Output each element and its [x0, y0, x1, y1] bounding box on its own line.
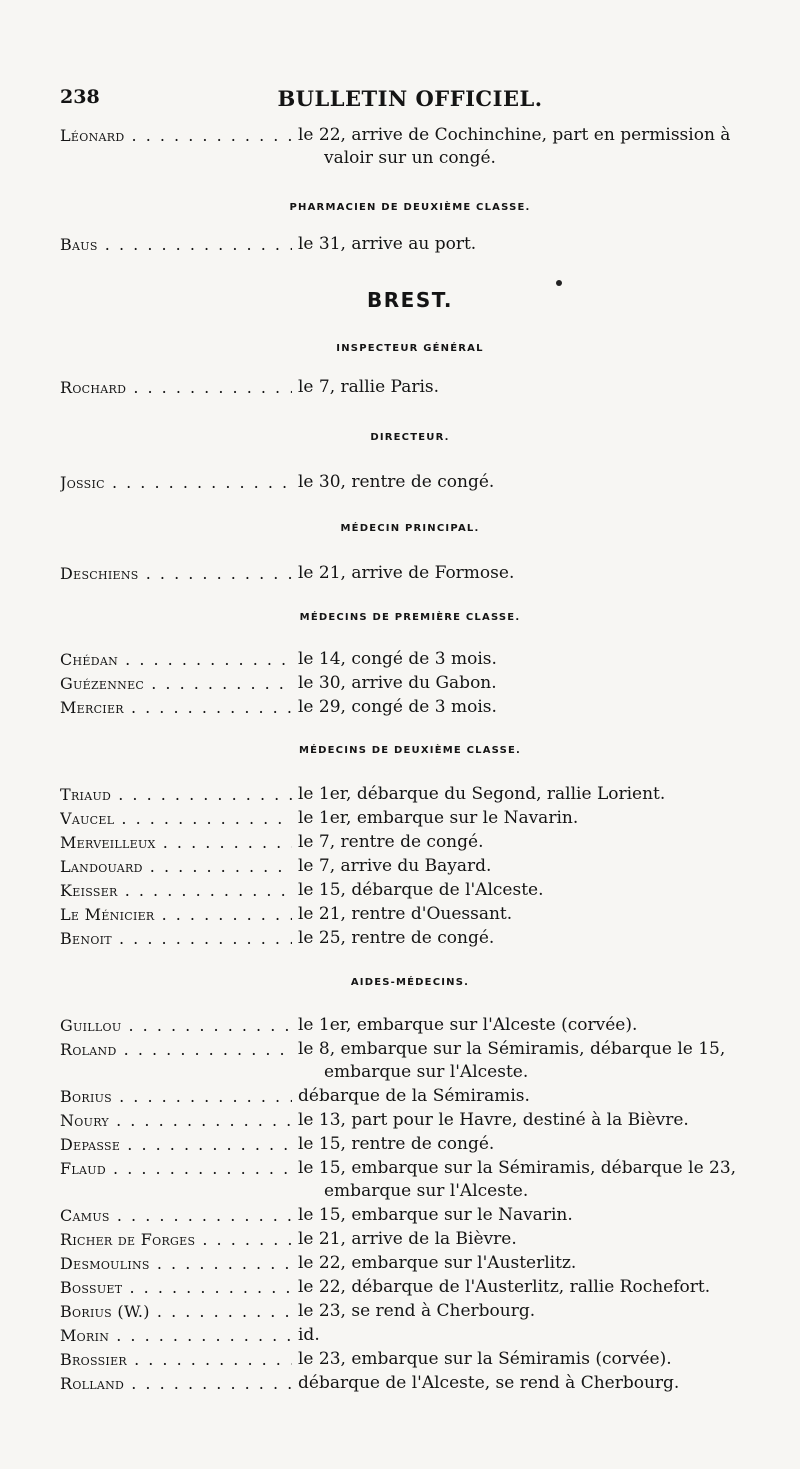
entry-description: le 15, embarque sur la Sémiramis, débarque le 23, embarque sur l'Alceste. — [298, 1158, 737, 1201]
entry-name: Morin . . . — [60, 1324, 292, 1347]
entry-name: Guézennec . . . — [60, 672, 292, 695]
entry-name: Triaud . . . — [60, 783, 292, 806]
entry-name: Jossic . . . — [60, 471, 292, 494]
entry-name: Léonard . . . — [60, 124, 292, 147]
entry-description: id. — [298, 1325, 320, 1345]
entry-description: le 22, arrive de Cochinchine, part en permission à valoir sur un congé. — [298, 125, 731, 168]
entry-description: le 22, débarque de l'Austerlitz, rallie Rochefort. — [298, 1277, 711, 1297]
section-heading: AIDES-MÉDECINS. — [350, 977, 470, 988]
entry-description: le 15, embarque sur le Navarin. — [298, 1205, 573, 1225]
entry-description: le 30, rentre de congé. — [298, 472, 495, 492]
ornament-dot — [556, 280, 562, 286]
entry-name: Landouard . . . — [60, 855, 292, 878]
entry-name: Brossier . . . — [60, 1348, 292, 1371]
entry-name: Merveilleux . . . — [60, 831, 292, 854]
entry-name: Noury . . . — [60, 1109, 292, 1132]
city-heading: BREST. — [367, 288, 453, 312]
entry-name: Rolland . . . — [60, 1372, 292, 1395]
entry-description: le 22, embarque sur l'Austerlitz. — [298, 1253, 577, 1273]
entry-description: le 23, se rend à Cherbourg. — [298, 1301, 536, 1321]
section-heading: MÉDECINS DE DEUXIÈME CLASSE. — [298, 745, 522, 756]
entry-description: débarque de la Sémiramis. — [298, 1086, 530, 1106]
entry-name: Deschiens . . . — [60, 562, 292, 585]
entry-description: le 21, rentre d'Ouessant. — [298, 904, 513, 924]
entry-description: le 8, embarque sur la Sémiramis, débarque le 15, embarque sur l'Alceste. — [298, 1039, 726, 1082]
entry-name: Depasse . . . — [60, 1133, 292, 1156]
section-heading: MÉDECINS DE PREMIÈRE CLASSE. — [299, 612, 521, 623]
entry-description: le 23, embarque sur la Sémiramis (corvée). — [298, 1349, 672, 1369]
section-heading: MÉDECIN PRINCIPAL. — [340, 523, 480, 534]
entry-name: Camus . . . — [60, 1204, 292, 1227]
entry-description: débarque de l'Alceste, se rend à Cherbourg. — [298, 1373, 680, 1393]
entry-name: Bossuet . . . — [60, 1276, 292, 1299]
entry-description: le 7, rallie Paris. — [298, 377, 440, 397]
entry-description: le 30, arrive du Gabon. — [298, 673, 497, 693]
entry-name: Vaucel . . . — [60, 807, 292, 830]
entry-description: le 25, rentre de congé. — [298, 928, 495, 948]
section-heading: INSPECTEUR GÉNÉRAL — [336, 343, 484, 354]
entry-description: le 7, rentre de congé. — [298, 832, 484, 852]
entry-name: Borius (W.) . . . — [60, 1300, 292, 1323]
entry-description: le 1er, débarque du Segond, rallie Lorient. — [298, 784, 666, 804]
entry-name: Richer de Forges . . . — [60, 1228, 292, 1251]
entry-name: Roland . . . — [60, 1038, 292, 1061]
entry-description: le 31, arrive au port. — [298, 234, 477, 254]
entry-name: Benoit . . . — [60, 927, 292, 950]
entry-description: le 1er, embarque sur le Navarin. — [298, 808, 579, 828]
entry-description: le 1er, embarque sur l'Alceste (corvée). — [298, 1015, 638, 1035]
entry-name: Mercier . . . — [60, 696, 292, 719]
entry-name: Borius . . . — [60, 1085, 292, 1108]
entry-description: le 29, congé de 3 mois. — [298, 697, 497, 717]
section-heading: PHARMACIEN DE DEUXIÈME CLASSE. — [289, 202, 531, 213]
entry-description: le 15, rentre de congé. — [298, 1134, 495, 1154]
running-title: BULLETIN OFFICIEL. — [277, 86, 543, 111]
entry-description: le 21, arrive de la Bièvre. — [298, 1229, 517, 1249]
entry-name: Guillou . . . — [60, 1014, 292, 1037]
entry-name: Chédan . . . — [60, 648, 292, 671]
entry-name: Rochard . . . — [60, 376, 292, 399]
entry-description: le 13, part pour le Havre, destiné à la Bièvre. — [298, 1110, 689, 1130]
section-heading: DIRECTEUR. — [370, 432, 450, 443]
entry-description: le 7, arrive du Bayard. — [298, 856, 492, 876]
page-number: 238 — [60, 86, 100, 108]
entry-description: le 21, arrive de Formose. — [298, 563, 515, 583]
entry-description: le 15, débarque de l'Alceste. — [298, 880, 544, 900]
entry-name: Keisser . . . — [60, 879, 292, 902]
page-header — [60, 86, 760, 116]
entry-name: Baus . . . — [60, 233, 292, 256]
entry-name: Flaud . . . — [60, 1157, 292, 1180]
entry-description: le 14, congé de 3 mois. — [298, 649, 497, 669]
entry-name: Desmoulins . . . — [60, 1252, 292, 1275]
entry-name: Le Ménicier . . . — [60, 903, 292, 926]
